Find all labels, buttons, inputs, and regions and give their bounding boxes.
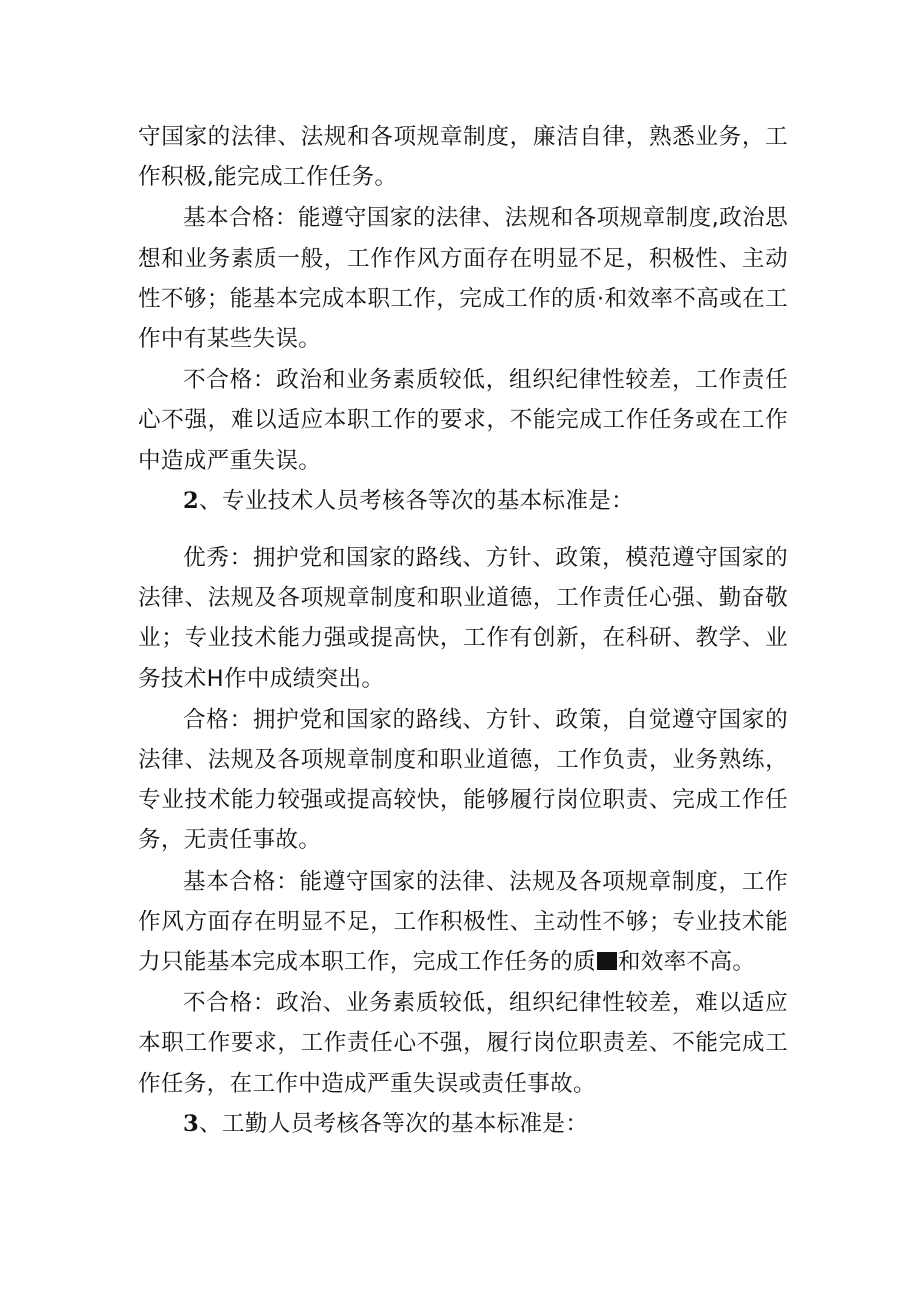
black-square-glyph [597,952,617,970]
document-body [138,117,788,1144]
section-number-2: 2 [183,487,200,514]
paragraph-excellent: 优秀：拥护党和国家的路线、方针、政策，模范遵守国家的法律、法规及各项规章制度和职业道德，工作责任心强、勤奋敬业；专业技术能力强或提高快，工作有创新，在科研、教学、业务技术H作中成绩突出。 [138,545,788,692]
section-heading-2-text: 、专业技术人员考核各等次的基本标准是： [199,487,635,514]
paragraph-basic-qualified-tech-part2: 和效率不高。 [617,949,756,976]
paragraph-basic-qualified-tech-part1: 基本合格：能遵守国家的法律、法规及各项规章制度，工作作风方面存在明显不足，工作积极性、主动性不够；专业技术能力只能基本完成本职工作，完成工作任务的质 [138,868,788,976]
paragraph-qualified: 合格：拥护党和国家的路线、方针、政策，自觉遵守国家的法律、法规及各项规章制度和职业道德，工作负责，业务熟练，专业技术能力较强或提高较快，能够履行岗位职责、完成工作任务，无责任事故。 [138,706,788,854]
paragraph-unqualified: 不合格：政治和业务素质较低，组织纪律性较差，工作责任心不强，难以适应本职工作的要求，不能完成工作任务或在工作中造成严重失误。 [138,367,788,474]
paragraph-unqualified-tech: 不合格：政治、业务素质较低，组织纪律性较差，难以适应本职工作要求，工作责任心不强，履行岗位职责差、不能完成工作任务，在工作中造成严重失误或责任事故。 [138,990,788,1097]
section-heading-3-text: 、工勤人员考核各等次的基本标准是： [199,1110,589,1137]
section-number-3: 3 [183,1110,200,1137]
paragraph-basic-qualified: 基本合格：能遵守国家的法律、法规和各项规章制度,政治思想和业务素质一般，工作作风方面存在明显不足，积极性、主动性不够；能基本完成本职工作，完成工作的质·和效率不高或在工作中有某些失误。 [138,205,788,353]
paragraph-continued: 守国家的法律、法规和各项规章制度，廉洁自律，熟悉业务，工作积极,能完成工作任务。 [138,124,788,191]
section-heading-2 [138,481,788,521]
paragraph-basic-qualified-tech [138,862,788,983]
section-heading-3 [138,1104,788,1144]
